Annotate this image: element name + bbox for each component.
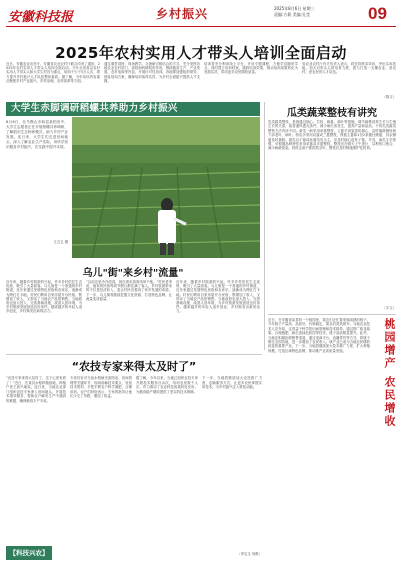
essay-col-2: “以前这里冷冷清清，现在周末游客络绎不绝。”村民老李说，他家的民宿每到节假日都住满了客人。乡村旅游带来的不仅是经济收入，更让村民们看到了家乡发展的希望。下一步，乌儿街将继续挖掘文化资源，打造特色品牌，让流量变成留量。 (86, 280, 172, 301)
column-divider (264, 102, 265, 350)
issue-editors: 责编:方莉 美编:孔莹 (274, 12, 310, 17)
bottom-col-2: 专家们针对当前水稻病虫害防治、田间管理等关键环节，现场讲解技术要点，发放技术资料，手把手教农户科学施肥、合理用药。农户们纷纷表示，专家的指导让他们少走了弯路，增加了收益。 (70, 376, 132, 399)
right-article-body: 瓜类蔬菜整枝，是指通过摘心、打杈、绑蔓、疏叶等措施，调节植株营养生长与生殖生长的关系，改善通风透光条件，减少病虫害发生，提高产量和品质。不同瓜类蔬菜整枝方法有所不同。黄瓜一般采用单蔓整枝，主蔓长到架顶时摘心，及时摘除侧枝和下部老叶、病叶。西瓜多采用双蔓或三蔓整枝，保留主蔓和1至2条健壮侧蔓，其余侧蔓及时摘除。甜瓜以子蔓或孙蔓结瓜为主，应及时摘心促发子蔓。冬瓜、南瓜生长势强，可根据品种特性采用单蔓或多蔓整枝。整枝宜在晴天上午进行，以利伤口愈合，减少病菌侵染。同时注意不要损伤茎叶，整枝后及时喷施保护性药剂。 (268, 120, 396, 151)
masthead-rule (6, 26, 396, 27)
essay-col-1: 近年来，随着乡村旅游的兴起，许多乡村依托生态优势，吸引了大量游客。乌儿街是一个普通的乡村街道，近年来通过发展特色民宿和农家乐，逐渐成为网红打卡地。村民们利用自家房屋开办民宿，既增加了收入，又带动了当地农产品的销售。当地政府也加大投入，完善基础设施，改善人居环境，为乡村旅游发展创造良好条件。越来越多的年轻人返乡创业，乡村焕发出新的活力。 (6, 280, 82, 314)
lead-col-4: 省农业农村厅有关负责人表示，将坚持需求导向，突出实用技能，加大对带头人的培育力度，着力打造一支懂农业、爱农村、爱农民的人才队伍。 (302, 62, 396, 75)
issue-meta (274, 6, 315, 18)
lead-byline: （陈文） (382, 95, 396, 99)
right-article-byline: （宇文） (382, 306, 396, 310)
lead-col-2: 通过课堂讲授、现场教学、交流研讨相结合的方式，充分发挥各地农业农村部门、高校和科研院所作用，围绕粮食生产、产业发展、农村电商等内容，开展针对性培训。各地要加强组织领导，细化培训方案，确保培训取得实效，为乡村全面振兴提供人才支撑。 (104, 62, 200, 83)
feature-banner: 大学生赤脚调研稻螺共养助力乡村振兴 (6, 102, 260, 116)
peach-article-body: 近日，在安徽省某县的一个桃园里，果农们正忙着采摘成熟的桃子。今年桃子产量高、品质好，价格稳定，果农们喜笑颜开。当地农业技术人员介绍，这得益于科学的田间管理和技术指导。通过推广疏花疏果、合理施肥、病虫害绿色防控等技术，桃子品质明显提升。此外，当地还积极拓展销售渠道，通过电商平台、直播带货等方式，将桃子销往全国各地，进一步增加了农民收入。桃产业已成为当地农民增收致富的重要产业。下一步，当地将继续加大技术推广力度，扩大种植规模，打造区域特色品牌，推动桃产业高质量发展。 (268, 318, 370, 353)
bottom-col-1: “农技专家来得太及时了，这下心里有底了！”近日，在某县水稻种植基地，种植户老王高兴地说。连日来，当地农业部门组织农技专家深入田间地头，开展技术指导服务，帮助农户解决生产中遇到的难题，确保粮食丰产丰收。 (6, 376, 66, 403)
essay-title: 乌儿"街"来乡村"流量" (82, 268, 184, 279)
peach-article-title: 桃园增产 农民增收 (383, 318, 396, 428)
issue-date: 2025年8月6日 星期三 (274, 6, 315, 11)
section-divider (268, 314, 396, 315)
newspaper-logo: 安徽科技报 (8, 10, 74, 25)
rice-field-illustration (72, 117, 260, 258)
bottom-article-title: “农技专家来得太及时了” (71, 360, 197, 373)
tech-agri-badge: 【科技兴农】 (6, 546, 52, 560)
bottom-byline: （李宝玉 何维） (237, 552, 262, 556)
right-article-title: 瓜类蔬菜整枝有讲究 (287, 108, 377, 119)
lead-col-3: 培训将充分利用线上平台，开设专题课程，方便学员随时学习。同时建立培训档案，跟踪培训效果，推动培训成果转化为发展实效，带动更多农民增收致富。 (204, 62, 298, 75)
bottom-col-3: 据了解，今年以来，当地已组织农技专家开展技术服务百余次，培训农民数千人次，有力推动了农业科技成果转化应用，为粮食稳产增收提供了坚实的技术保障。 (136, 376, 198, 394)
bottom-col-4: 下一步，当地将继续加大农技推广力度，创新服务方式，让更多农民掌握实用技术，为乡村振兴注入科技动能。 (202, 376, 262, 390)
bottom-divider (6, 354, 262, 355)
feature-caption: 8月6日，在马鞍山市和县某稻田中，大学生志愿者正在开展稻螺共养调研，了解稻田生态种养模式，助力乡村产业发展。连日来，大学生们走进田间地头，深入了解农业生产实际，用所学知识服务乡村振兴，在实践中提升本领。 (6, 120, 68, 149)
lead-col-1: 近日，安徽农业农村厅、安徽省农业农村厅联合印发了通知，2025年农村实用人才带头人培训全面启动。今年全省将以农村实用人才带头人和大学生村官为重点，培训不少于5万人次，着力提升乡村振兴人才队伍整体素质。据了解，今年培训内容重点聚焦乡村产业振兴、乡村治理、农村改革等方面。 (6, 62, 100, 83)
section-title: 乡村振兴 (156, 7, 209, 21)
main-headline: 2025年农村实用人才带头人培训全面启动 (55, 44, 347, 62)
rice-field-photo (72, 117, 260, 258)
essay-col-3: 近年来，随着乡村旅游的兴起，许多乡村依托生态优势，吸引了大量游客。乌儿街是一个普通的乡村街道，近年来通过发展特色民宿和农家乐，逐渐成为网红打卡地。村民们利用自家房屋开办民宿，既增加了收入，又带动了当地农产品的销售。当地政府也加大投入，完善基础设施，改善人居环境，为乡村旅游发展创造良好条件。越来越多的年轻人返乡创业，乡村焕发出新的活力。 (176, 280, 260, 314)
page-number: 09 (368, 4, 387, 23)
photo-credit: 王五五 摄 (53, 240, 68, 244)
